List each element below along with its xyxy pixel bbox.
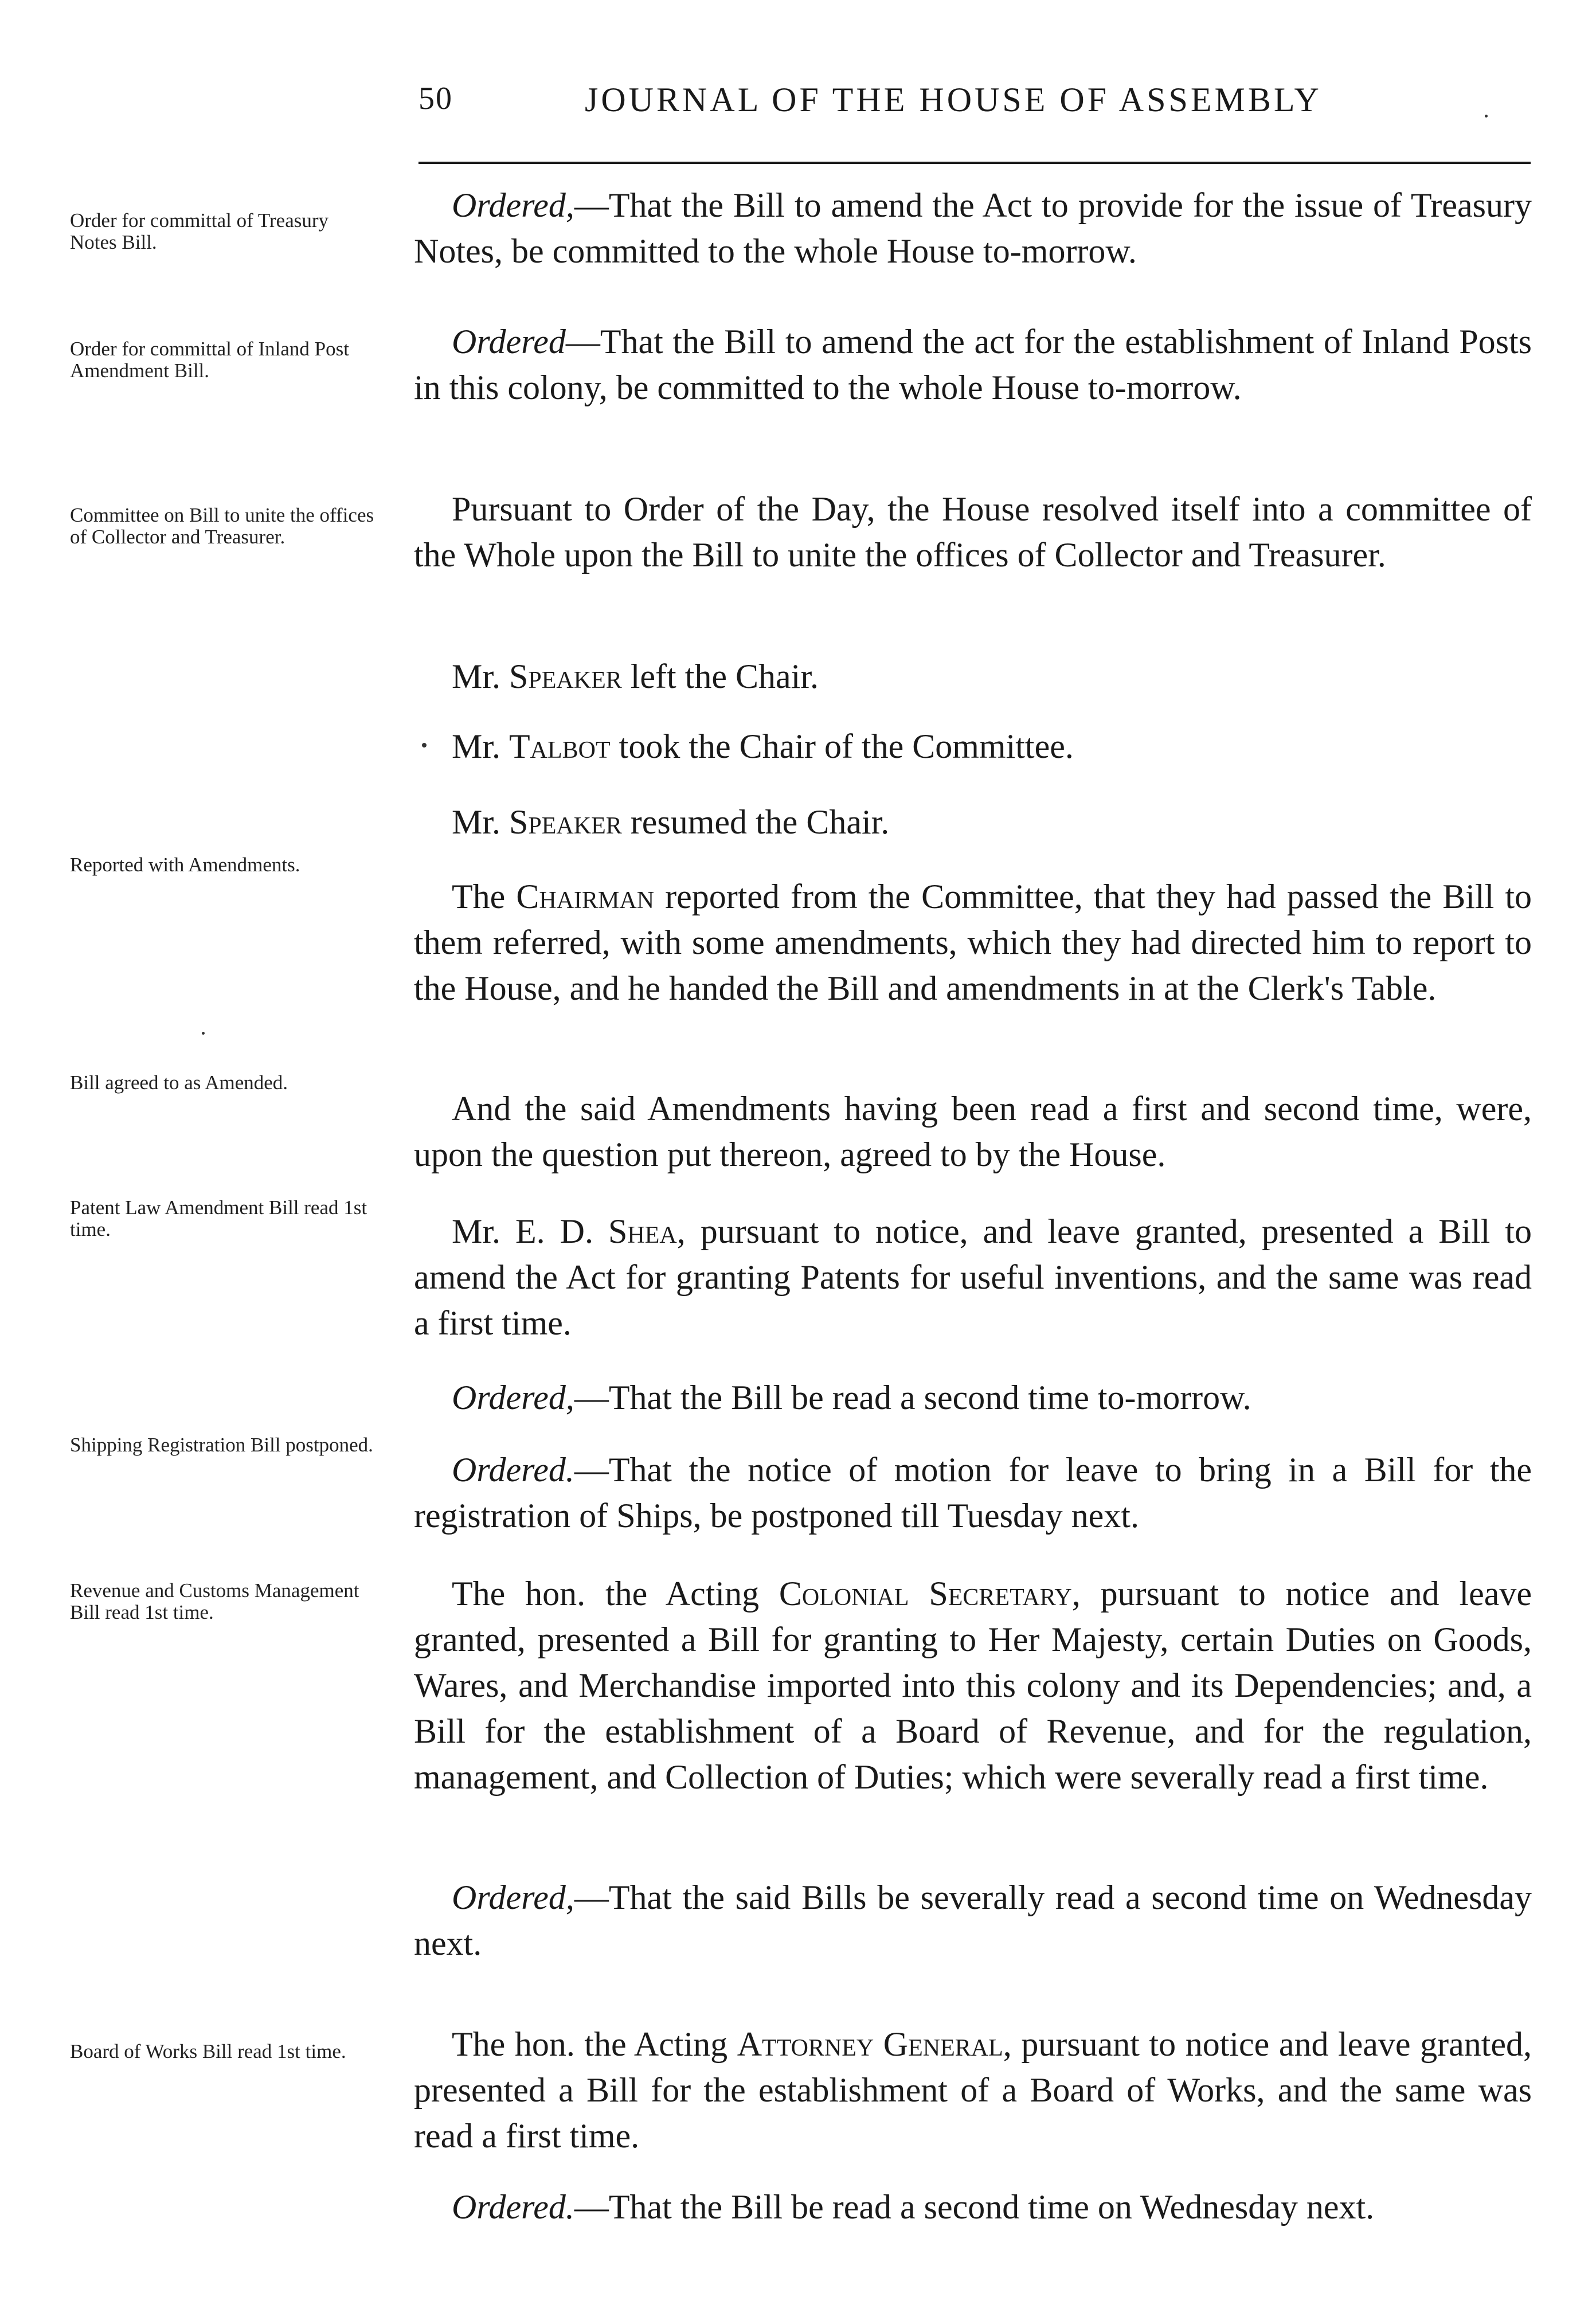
- ordered-lead: Ordered,: [452, 1878, 574, 1916]
- para-pre: Mr.: [452, 658, 510, 695]
- para-pre: Mr. E. D.: [452, 1212, 609, 1250]
- para-patents-second-reading: [414, 1375, 1532, 1420]
- para-text: , pursuant to notice and leave granted, presented a Bill for granting to Her Majesty, certain Duties on Goods, Wares, and Merchandise imported into this colony and its Dependencies; and, a Bill for the establishment of a Board of Revenue, and for the regulation, management, and Collection of Duties; which were severally read a first time.: [414, 1575, 1532, 1796]
- para-text: reported from the Committee, that they had passed the Bill to them referred, with some amendments, which they had directed him to report to the House, and he handed the Bill and amendments in at the Clerk's Table.: [414, 878, 1532, 1007]
- para-text: —That the Bill be read a second time on Wednesday next.: [574, 2188, 1375, 2226]
- para-text: —That the Bill to amend the Act to provide for the issue of Treasury Notes, be committed to the whole House to-morrow.: [414, 186, 1532, 270]
- para-text: , pursuant to notice and leave granted, presented a Bill for the establishment of a Board of Works, and the same was read a first time.: [414, 2025, 1532, 2155]
- para-pre: Mr.: [452, 803, 510, 841]
- para-speaker-resumed: [414, 799, 1532, 845]
- para-speaker-left: [414, 653, 1532, 699]
- running-title: JOURNAL OF THE HOUSE OF ASSEMBLY: [585, 81, 1322, 119]
- print-speck: [1485, 115, 1488, 118]
- para-pre: Mr.: [452, 727, 510, 765]
- para-talbot-chair: [414, 723, 1532, 769]
- para-treasury-notes-order: [414, 182, 1532, 274]
- para-text: —That the Bill to amend the act for the establishment of Inland Posts in this colony, be committed to the whole House to-morrow.: [414, 323, 1532, 406]
- ordered-lead: Ordered,: [452, 186, 574, 224]
- margin-note-collector-treasurer: Committee on Bill to unite the offices of Collector and Treasurer.: [70, 504, 374, 548]
- para-colonial-secretary-bills: [414, 1571, 1532, 1800]
- page-header: [418, 80, 1536, 132]
- para-bills-second-reading: [414, 1874, 1532, 1966]
- para-text: —That the said Bills be severally read a second time on Wednesday next.: [414, 1878, 1532, 1962]
- margin-note-bill-agreed: Bill agreed to as Amended.: [70, 1071, 288, 1094]
- person-name: Speaker: [509, 803, 622, 841]
- margin-note-board-of-works: Board of Works Bill read 1st time.: [70, 2040, 346, 2063]
- para-text: Pursuant to Order of the Day, the House resolved itself into a committee of the Whole upon the Bill to unite the offices of Collector and Treasurer.: [414, 490, 1532, 574]
- print-speck: [202, 1032, 205, 1035]
- para-pre: The hon. the Acting: [452, 2025, 737, 2063]
- para-text: left the Chair.: [621, 658, 819, 695]
- para-chairman-report: [414, 874, 1532, 1011]
- person-name: Shea: [608, 1212, 677, 1250]
- para-inland-posts-order: [414, 319, 1532, 410]
- para-works-second-reading: [414, 2184, 1532, 2230]
- para-attorney-general-works: [414, 2021, 1532, 2159]
- ordered-lead: Ordered,: [452, 1379, 574, 1416]
- margin-note-treasury-notes: Order for committal of Treasury Notes Bill.: [70, 209, 329, 253]
- print-speck: [422, 743, 427, 748]
- para-shea-patents: [414, 1208, 1532, 1346]
- person-name: Speaker: [509, 658, 622, 695]
- page-number: 50: [418, 81, 453, 116]
- para-committee-whole: [414, 486, 1532, 578]
- person-name: Colonial Secretary: [779, 1575, 1072, 1613]
- ordered-lead: Ordered.: [452, 2188, 574, 2226]
- person-name: Talbot: [509, 727, 611, 765]
- person-name: Chairman: [516, 878, 655, 915]
- para-pre: The: [452, 878, 517, 915]
- para-text: —That the notice of motion for leave to bring in a Bill for the registration of Ships, be postponed till Tuesday next.: [414, 1451, 1532, 1535]
- para-text: And the said Amendments having been read a first and second time, were, upon the question put thereon, agreed to by the House.: [414, 1090, 1532, 1173]
- ordered-lead: Ordered.: [452, 1451, 574, 1489]
- margin-note-revenue-customs: Revenue and Customs Management Bill read 1st time.: [70, 1579, 359, 1623]
- margin-note-inland-post: Order for committal of Inland Post Amendment Bill.: [70, 338, 349, 382]
- margin-note-reported-amendments: Reported with Amendments.: [70, 854, 300, 876]
- para-amendments-agreed: [414, 1086, 1532, 1177]
- para-text: resumed the Chair.: [621, 803, 890, 841]
- para-text: —That the Bill be read a second time to-morrow.: [574, 1379, 1251, 1416]
- margin-note-shipping-registration: Shipping Registration Bill postponed.: [70, 1434, 373, 1456]
- para-text: took the Chair of the Committee.: [610, 727, 1074, 765]
- para-ships-postponed: [414, 1447, 1532, 1539]
- header-rule: [418, 162, 1531, 164]
- margin-note-patent-law: Patent Law Amendment Bill read 1st time.: [70, 1196, 367, 1240]
- para-pre: The hon. the Acting: [452, 1575, 779, 1613]
- para-text: , pursuant to notice, and leave granted, presented a Bill to amend the Act for granting Patents for useful inventions, and the same was read a first time.: [414, 1212, 1532, 1342]
- ordered-lead: Ordered: [452, 323, 566, 361]
- person-name: Attorney General: [737, 2025, 1003, 2063]
